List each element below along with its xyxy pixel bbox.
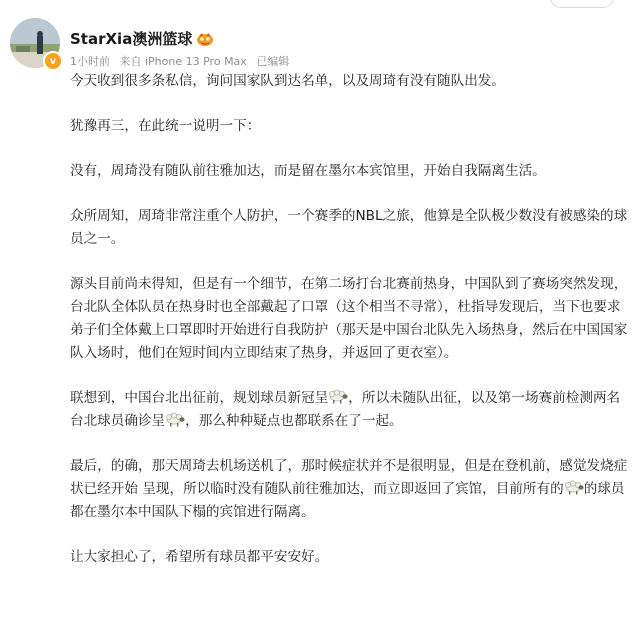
paragraph-segment: ，那么种种疑点也都联系在了一起。 <box>185 413 403 429</box>
post-paragraph: 源头目前尚未得知，但是有一个细节，在第二场打台北赛前热身，中国队到了赛场突然发现，台北队全体队员在热身时也全部戴起了口罩（这个相当不寻常），杜指导发现后，当下也要求弟子们全体戴上口罩即时开始进行自我防护（那天是中国台北队先入场热身，然后在中国国家队入场时，他们在短时间内立即结束了热身，并返回了更衣室）。 <box>70 276 628 361</box>
author-name[interactable]: StarXia澳洲篮球 <box>70 30 193 48</box>
follow-button[interactable] <box>550 0 614 8</box>
verified-badge-icon: v <box>43 51 63 71</box>
fan-level-icon <box>196 32 214 46</box>
post-meta <box>70 53 295 69</box>
post-paragraph <box>70 387 630 433</box>
post-paragraph: 今天收到很多条私信，询问国家队到达名单，以及周琦有没有随队出发。 <box>70 73 505 89</box>
paragraph-segment: 联想到，中国台北出征前，规划球员新冠呈 <box>70 390 329 406</box>
paragraph-segment: 的球员都在墨尔本中国队下榻的宾馆进行隔离。 <box>70 481 625 520</box>
edited-label[interactable]: 已编辑 <box>256 55 290 68</box>
post-paragraph: 让大家担心了，希望所有球员都平安安好。 <box>70 549 329 565</box>
post-source: 来自 iPhone 13 Pro Max <box>119 55 247 68</box>
post-body <box>70 70 630 591</box>
sheep-emoji-icon <box>328 389 348 404</box>
paragraph-segment: ，所以未随队出征，以及第一场赛前检测两名台北球员确诊呈 <box>70 390 621 429</box>
post-paragraph: 没有，周琦没有随队前往雅加达，而是留在墨尔本宾馆里，开始自我隔离生活。 <box>70 163 546 179</box>
sheep-emoji-icon <box>165 412 185 427</box>
post-paragraph: 犹豫再三，在此统一说明一下： <box>70 118 261 134</box>
sheep-emoji-icon <box>564 480 584 495</box>
post-paragraph: 众所周知，周琦非常注重个人防护，一个赛季的NBL之旅，他算是全队极少数没有被感染的球员之一。 <box>70 208 628 247</box>
avatar[interactable] <box>10 18 60 68</box>
post-time[interactable]: 1小时前 <box>70 55 110 68</box>
post-paragraph <box>70 455 630 524</box>
paragraph-segment: 最后，的确，那天周琦去机场送机了，那时候症状并不是很明显，但是在登机前，感觉发烧症状已经开始 呈现，所以临时没有随队前往雅加达，而立即返回了宾馆，目前所有的 <box>70 458 628 497</box>
